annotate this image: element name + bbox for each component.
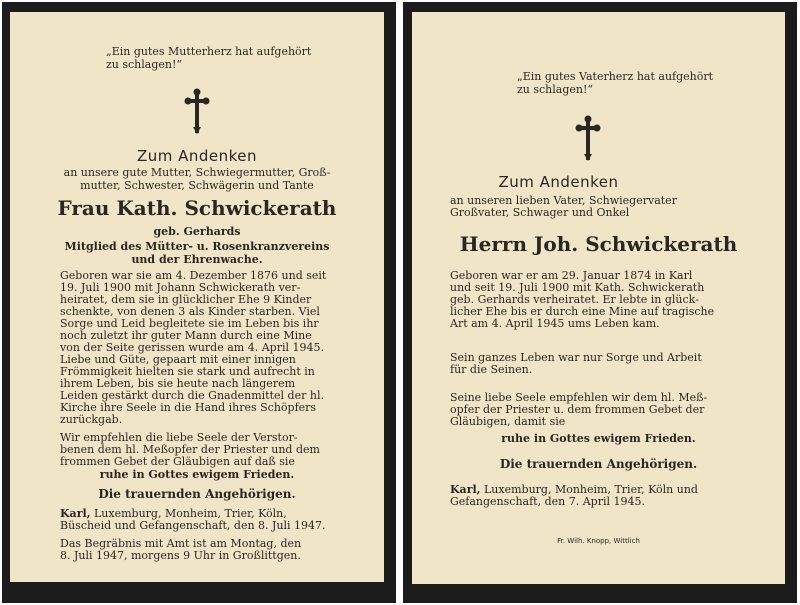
father-peace: ruhe in Gottes ewigem Frieden.	[501, 432, 696, 445]
father-memorial-card	[403, 2, 797, 603]
father-places	[450, 484, 698, 508]
mother-biography: Geboren war sie am 4. Dezember 1876 und seit 19. Juli 1900 mit Johann Schwickerath ver- heiratet, dem sie in glücklicher Ehe 9 Kinder schenkte, von denen 3 als Kinder starben. Viel Sorge und Leid begleitete sie im Leben bis ihr noch zuletzt ihr guter Mann durch eine Mine von der Seite gerissen wurde am 4. April 1945. Liebe und Güte, gepaart mit einer innigen Frömmigkeit hielten sie stark und aufrecht in ihrem Leben, bis sie heute nach längerem Leiden gestärkt durch die Gnadenmittel der hl. Kirche ihre Seele in die Hand ihres Schöpfers zurückgab.	[60, 269, 327, 426]
father-card-paper	[412, 12, 785, 584]
mother-prayer: Wir empfehlen die liebe Seele der Verstor- benen dem hl. Meßopfer der Priester und dem frommen Gebet der Gläubigen auf daß sie	[60, 431, 320, 468]
father-heading: Zum Andenken	[498, 173, 619, 191]
mother-card-paper	[10, 12, 384, 582]
father-biography: Geboren war er am 29. Januar 1874 in Karl und seit 19. Juli 1900 mit Kath. Schwickerath geb. Gerhards verheiratet. Er lebte in glück- licher Ehe bis er durch eine Mine auf tragische Art am 4. April 1945 ums Leben kam.	[450, 269, 715, 330]
mother-heading: Zum Andenken	[136, 147, 258, 165]
mother-places-list: Luxemburg, Monheim, Trier, Köln, Büscheid und Gefangenschaft, den 8. Juli 1947.	[60, 507, 326, 532]
father-motto: „Ein gutes Vaterherz hat aufgehört zu schlagen!“	[517, 70, 714, 96]
mother-motto: „Ein gutes Mutterherz hat aufgehört zu schlagen!“	[106, 45, 312, 71]
mother-membership: Mitglied des Mütter- u. Rosenkranzvereins und der Ehrenwache.	[64, 240, 330, 266]
father-mourners: Die trauernden Angehörigen.	[499, 457, 698, 471]
mother-peace: ruhe in Gottes ewigem Frieden.	[99, 468, 295, 481]
mother-memorial-card	[2, 2, 396, 603]
father-places-list: Luxemburg, Monheim, Trier, Köln und Gefangenschaft, den 7. April 1945.	[450, 483, 698, 508]
mother-dedication: an unsere gute Mutter, Schwiegermutter, Groß- mutter, Schwester, Schwägerin und Tante	[63, 166, 331, 192]
mother-places-karl: Karl,	[60, 507, 91, 520]
father-name: Herrn Joh. Schwickerath	[459, 232, 738, 256]
father-prayer: Seine liebe Seele empfehlen wir dem hl. Meß- opfer der Priester u. dem frommen Gebet der Gläubigen, damit sie	[450, 391, 708, 428]
mother-funeral: Das Begräbnis mit Amt ist am Montag, den 8. Juli 1947, morgens 9 Uhr in Großlittgen.	[60, 537, 302, 562]
printer-imprint: Fr. Wilh. Knopp, Wittlich	[557, 537, 640, 545]
mother-name: Frau Kath. Schwickerath	[57, 196, 337, 220]
father-dedication: an unseren lieben Vater, Schwiegervater Großvater, Schwager und Onkel	[450, 194, 677, 219]
mother-places	[60, 508, 326, 532]
father-places-karl: Karl,	[450, 483, 481, 496]
cross-icon	[575, 114, 601, 162]
mother-mourners: Die trauernden Angehörigen.	[98, 487, 296, 501]
cross-icon	[184, 87, 210, 135]
father-life: Sein ganzes Leben war nur Sorge und Arbeit für die Seinen.	[450, 351, 702, 376]
mother-maiden-name: geb. Gerhards	[153, 225, 241, 238]
